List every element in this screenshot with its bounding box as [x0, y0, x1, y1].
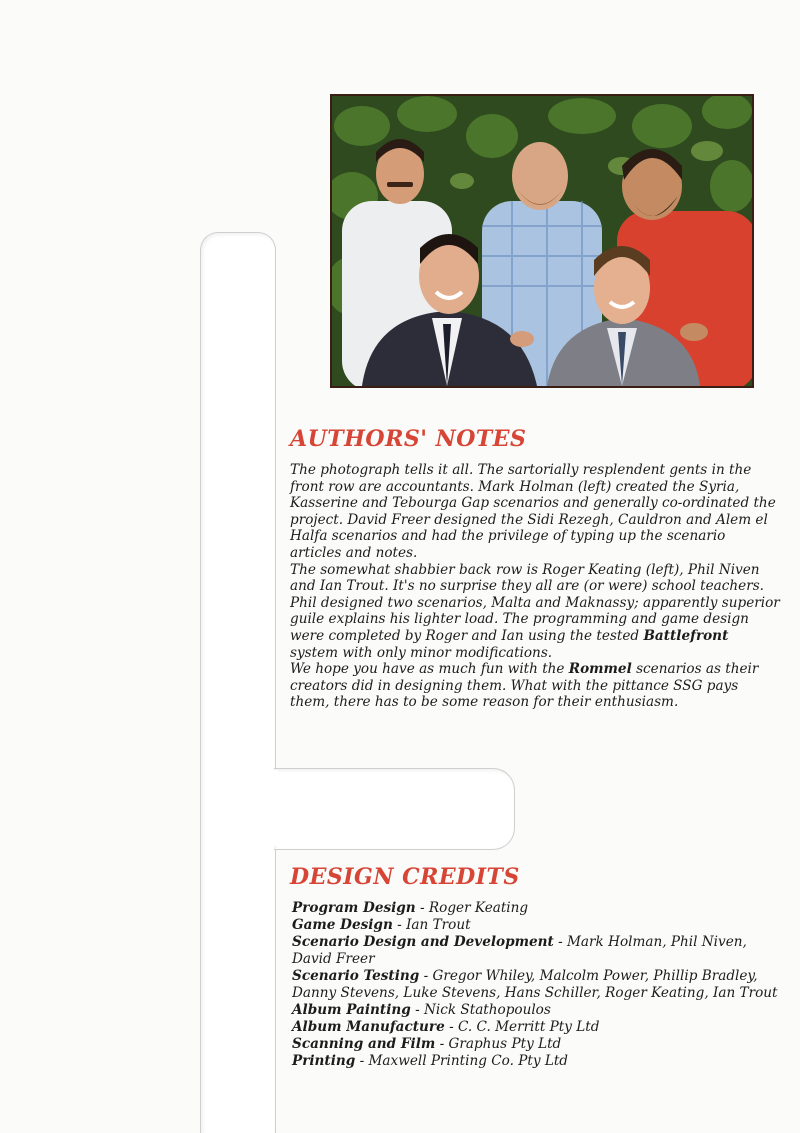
credit-row [292, 917, 782, 934]
design-credits-list [292, 900, 782, 1070]
credit-role: Album Manufacture [292, 1019, 445, 1035]
die-cut-slot [200, 232, 276, 1133]
credit-names: - Ian Trout [392, 917, 471, 933]
design-credits-heading: DESIGN CREDITS [290, 864, 520, 890]
authors-notes-heading: AUTHORS' NOTES [290, 426, 527, 452]
credit-role: Scenario Design and Development [292, 934, 554, 950]
credit-row [292, 934, 782, 968]
credit-role: Program Design [292, 900, 416, 916]
authors-notes-paragraph [290, 562, 780, 662]
authors-notes-body [290, 462, 780, 711]
notes-text: system with only minor modifications. [290, 644, 553, 661]
credit-row [292, 1036, 782, 1053]
credit-names: - C. C. Merritt Pty Ltd [444, 1019, 600, 1035]
credit-names: - Graphus Pty Ltd [435, 1036, 562, 1052]
credit-row [292, 1002, 782, 1019]
authors-photo-illustration [332, 96, 752, 386]
die-cut-join [272, 770, 278, 846]
credit-names: - Mark Holman, Phil Niven, David Freer [292, 934, 747, 967]
die-cut-notch [274, 768, 515, 850]
credit-role: Scenario Testing [292, 968, 420, 984]
authors-notes-paragraph [290, 661, 780, 711]
credit-role: Game Design [292, 917, 393, 933]
credit-names: - Nick Stathopoulos [410, 1002, 551, 1018]
notes-text: The somewhat shabbier back row is Roger Keating (left), Phil Niven and Ian Trout. It's no surprise they all are (or were) school teachers. Phil designed two scenarios, Malta and Maknassy; apparently superior guile explains his lighter load. The programming and game design were completed by Roger and Ian using the tested [290, 561, 780, 644]
authors-photo [330, 94, 754, 388]
credit-row [292, 1019, 782, 1036]
credit-names: - Roger Keating [415, 900, 529, 916]
notes-text: We hope you have as much fun with the [290, 661, 569, 678]
credit-row [292, 1053, 782, 1070]
authors-notes-paragraph: The photograph tells it all. The sartorially resplendent gents in the front row are accountants. Mark Holman (left) created the Syria, Kasserine and Tebourga Gap scenarios and generally co-ordinated the project. David Freer designed the Sidi Rezegh, Cauldron and Alem el Halfa scenarios and had the privilege of typing up the scenario articles and notes. [290, 462, 776, 561]
credit-row [292, 900, 782, 917]
credit-names: - Maxwell Printing Co. Pty Ltd [355, 1053, 569, 1069]
credit-role: Album Painting [292, 1002, 411, 1018]
credit-row [292, 968, 782, 1002]
credit-names: - Gregor Whiley, Malcolm Power, Phillip Bradley, Danny Stevens, Luke Stevens, Hans Schiller, Roger Keating, Ian Trout [292, 968, 778, 1001]
credit-role: Printing [292, 1053, 356, 1069]
rommel-product-name: Rommel [568, 661, 632, 678]
battlefront-product-name: Battlefront [643, 627, 729, 644]
notes-text: scenarios as their creators did in designing them. What with the pittance SSG pays them, there has to be some reason for their enthusiasm. [290, 661, 759, 711]
credit-role: Scanning and Film [292, 1036, 436, 1052]
